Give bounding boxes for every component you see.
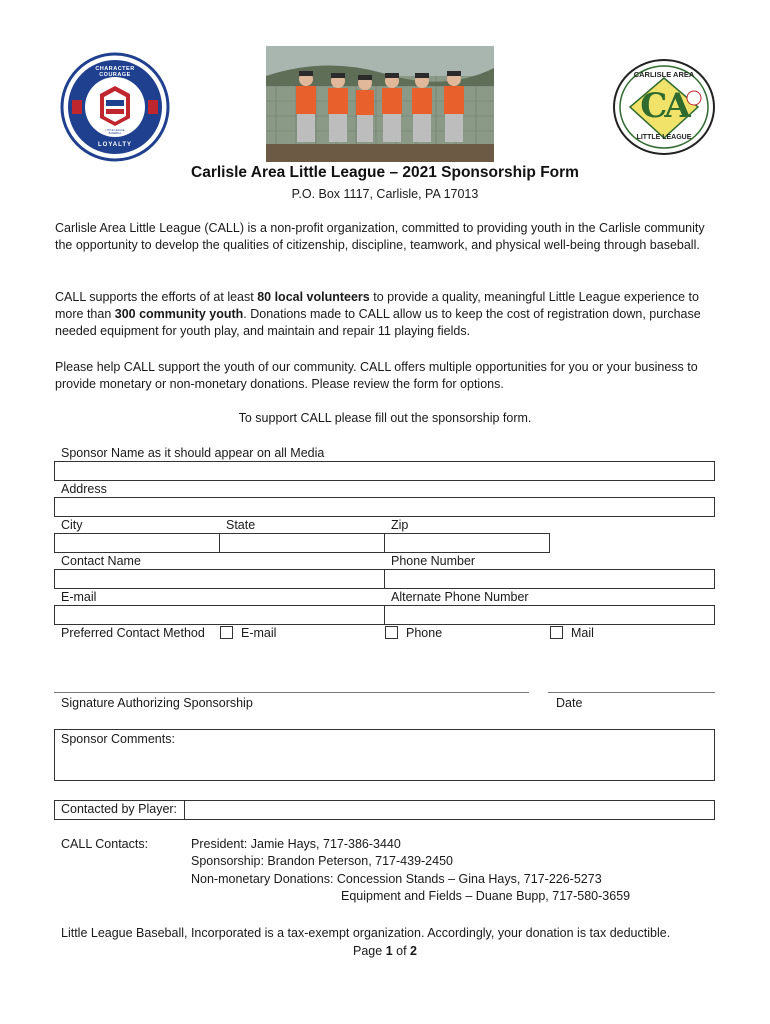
phone-number-field[interactable] xyxy=(384,569,715,589)
logo-ring-top-text: CHARACTER COURAGE xyxy=(95,66,135,78)
logo-center-text: LITTLE LEAGUE BASEBALL xyxy=(105,129,125,135)
state-field[interactable] xyxy=(219,533,385,553)
address-label: Address xyxy=(61,482,107,496)
city-label: City xyxy=(61,518,83,532)
logo-ring-bottom-text: LOYALTY xyxy=(97,142,132,148)
page-title: Carlisle Area Little League – 2021 Sponsorship Form xyxy=(191,164,579,181)
phone-number-label: Phone Number xyxy=(391,554,476,568)
zip-field[interactable] xyxy=(384,533,550,553)
sponsor-name-label: Sponsor Name as it should appear on all Media xyxy=(61,446,325,460)
contact-name-field[interactable] xyxy=(54,569,385,589)
address-field[interactable] xyxy=(54,497,715,517)
phone-checkbox[interactable] xyxy=(385,626,398,639)
sponsor-name-field[interactable] xyxy=(54,461,715,481)
team-photo xyxy=(266,46,494,162)
email-checkbox[interactable] xyxy=(220,626,233,639)
carlisle-area-logo xyxy=(612,58,716,156)
logo-letters: CA xyxy=(640,86,688,126)
mailing-address: P.O. Box 1117, Carlisle, PA 17013 xyxy=(291,187,479,201)
volunteers-highlight: 80 local volunteers xyxy=(257,290,370,304)
date-label: Date xyxy=(556,696,583,710)
alternate-phone-field[interactable] xyxy=(384,605,715,625)
logo-bottom-text: LITTLE LEAGUE xyxy=(636,134,692,141)
youth-highlight: 300 community youth xyxy=(114,307,244,321)
call-contacts-label: CALL Contacts: xyxy=(61,837,149,851)
email-option-label: E-mail xyxy=(241,626,277,640)
intro-paragraph-3: Please help CALL support the youth of our community. CALL offers multiple opportunities for you or your business to provide monetary or non-monetary donations. Please review the form for options. xyxy=(55,360,698,391)
signature-label: Signature Authorizing Sponsorship xyxy=(61,696,253,710)
contacted-by-player-label: Contacted by Player: xyxy=(61,802,178,816)
contact-nonmonetary: Non-monetary Donations: Concession Stands – Gina Hays, 717-226-5273 xyxy=(191,872,602,886)
alternate-phone-label: Alternate Phone Number xyxy=(391,590,529,604)
tax-deductible-note: Little League Baseball, Incorporated is a tax-exempt organization. Accordingly, your donation is tax deductible. xyxy=(61,926,671,940)
zip-label: Zip xyxy=(391,518,409,532)
signature-line[interactable] xyxy=(54,692,529,693)
intro-paragraph-1: Carlisle Area Little League (CALL) is a non-profit organization, committed to providing youth in the Carlisle community the opportunity to develop the qualities of citizenship, discipline, teamwork, and physical well-being through baseball. xyxy=(55,221,705,252)
phone-option-label: Phone xyxy=(406,626,443,640)
little-league-logo xyxy=(60,52,170,162)
contacted-by-player-field[interactable] xyxy=(184,800,715,820)
email-field[interactable] xyxy=(54,605,385,625)
intro-paragraph-2: CALL supports the efforts of at least 80 local volunteers to provide a quality, meaningful Little League experience to more than 300 community youth. Donations made to CALL allow us to keep the cost of registration down, purchase needed equipment for youth play, and maintain and repair 11 playing fields. xyxy=(55,290,701,338)
intro-paragraph-4: To support CALL please fill out the sponsorship form. xyxy=(238,411,532,425)
date-line[interactable] xyxy=(548,692,715,693)
preferred-contact-label: Preferred Contact Method xyxy=(61,626,205,640)
contact-equipment: Equipment and Fields – Duane Bupp, 717-580-3659 xyxy=(341,889,631,903)
state-label: State xyxy=(226,518,256,532)
logo-top-text: CARLISLE AREA xyxy=(633,70,695,79)
sponsor-comments-label: Sponsor Comments: xyxy=(61,732,175,746)
city-field[interactable] xyxy=(54,533,220,553)
contact-sponsorship: Sponsorship: Brandon Peterson, 717-439-2450 xyxy=(191,854,453,868)
mail-option-label: Mail xyxy=(571,626,594,640)
mail-checkbox[interactable] xyxy=(550,626,563,639)
email-label: E-mail xyxy=(61,590,97,604)
contact-name-label: Contact Name xyxy=(61,554,141,568)
page-number: Page 1 of 2 xyxy=(353,944,417,958)
contact-president: President: Jamie Hays, 717-386-3440 xyxy=(191,837,401,851)
